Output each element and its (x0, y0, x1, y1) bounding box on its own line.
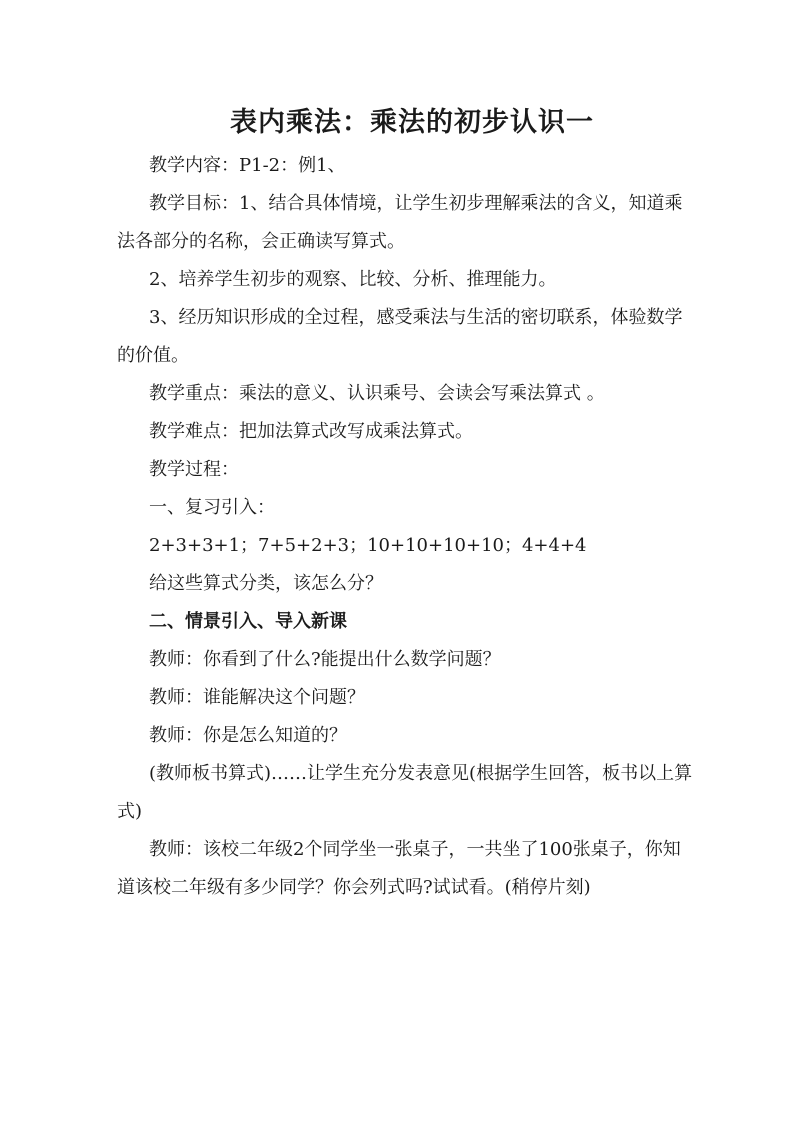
paragraph-key-point: 教学重点：乘法的意义、认识乘号、会读会写乘法算式 。 (149, 383, 605, 404)
paragraph-process: 教学过程： (149, 459, 239, 480)
section-heading-scenario: 二、情景引入、导入新课 (149, 611, 347, 632)
paragraph-objective-1: 教学目标：1、结合具体情境，让学生初步理解乘法的含义，知道乘法各部分的名称，会正确读写算式。 (117, 193, 683, 252)
paragraph-expressions: 2+3+3+1；7+5+2+3；10+10+10+10；4+4+4 (149, 535, 587, 556)
paragraph-difficulty: 教学难点：把加法算式改写成乘法算式。 (149, 421, 473, 442)
paragraph-board-note: (教师板书算式)……让学生充分发表意见(根据学生回答，板书以上算式) (117, 763, 693, 822)
document-page (117, 103, 697, 907)
section-heading-review: 一、复习引入： (149, 497, 275, 518)
paragraph-teacher-question-2: 教师：谁能解决这个问题？ (149, 687, 365, 708)
paragraph-content: 教学内容：P1-2：例1、 (149, 155, 346, 176)
paragraph-objective-3: 3、经历知识形成的全过程，感受乘法与生活的密切联系，体验数学的价值。 (117, 307, 683, 366)
document-title: 表内乘法：乘法的初步认识一 (230, 107, 594, 138)
paragraph-teacher-problem: 教师：该校二年级2个同学坐一张桌子，一共坐了100张桌子，你知道该校二年级有多少同学？你会列式吗?试试看。(稍停片刻) (117, 839, 681, 898)
paragraph-teacher-question-1: 教师：你看到了什么?能提出什么数学问题？ (149, 649, 501, 670)
paragraph-teacher-question-3: 教师：你是怎么知道的？ (149, 725, 347, 746)
paragraph-classify-question: 给这些算式分类，该怎么分？ (149, 573, 383, 594)
paragraph-objective-2: 2、培养学生初步的观察、比较、分析、推理能力。 (149, 269, 557, 290)
